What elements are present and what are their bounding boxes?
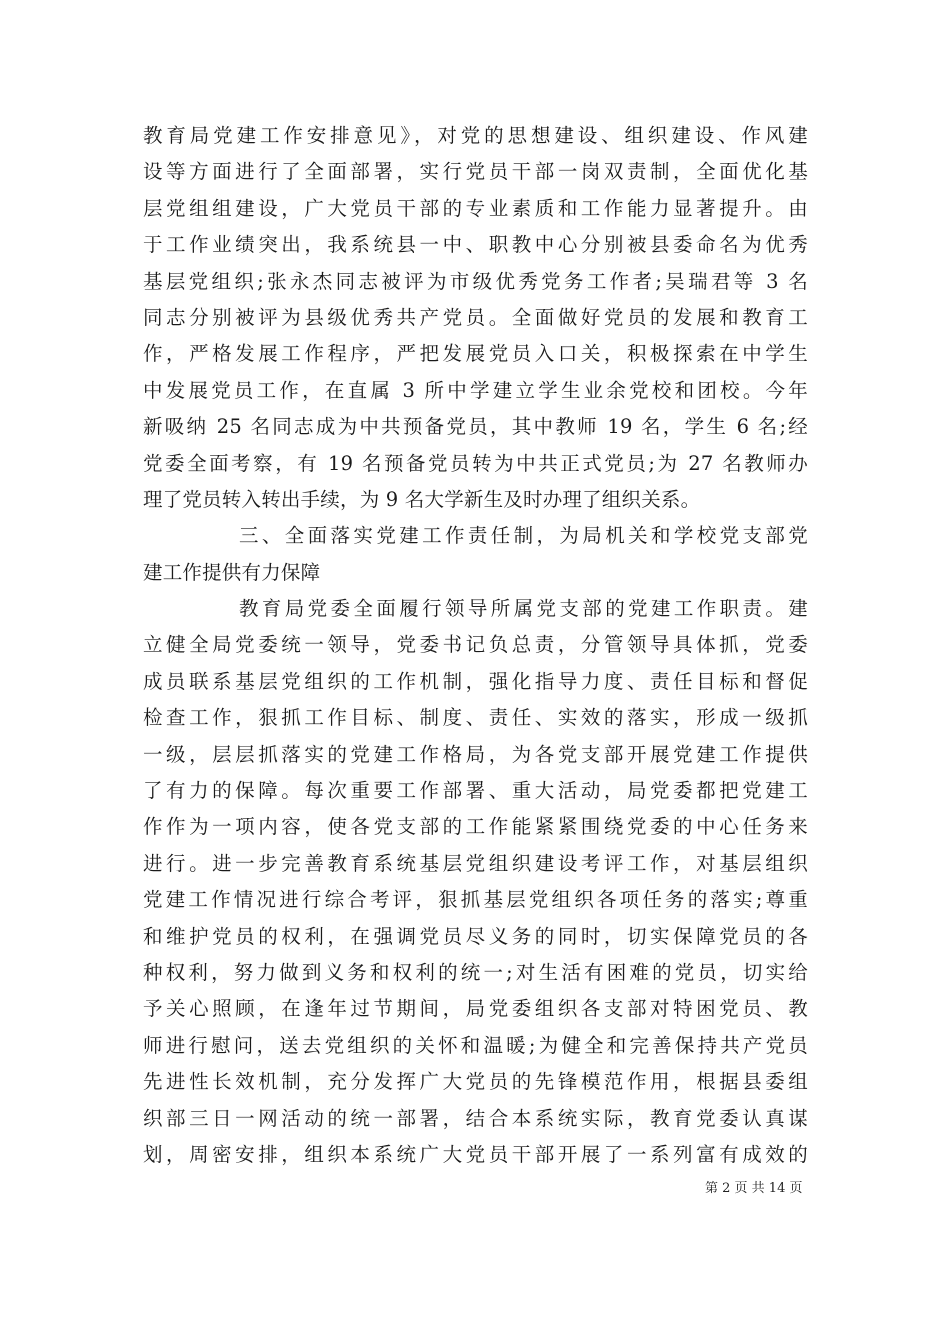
text-line: 理了党员转入转出手续，为 9 名大学新生及时办理了组织关系。 [143,487,701,511]
text-line: 教育局党委全面履行领导所属党支部的党建工作职责。建 [239,597,808,621]
text-line: 中发展党员工作，在直属 3 所中学建立学生业余党校和团校。今年 [143,378,808,402]
text-line: 新吸纳 25 名同志成为中共预备党员，其中教师 19 名，学生 6 名;经 [143,415,808,439]
text-line: 作作为一项内容，使各党支部的工作能紧紧围绕党委的中心任务来 [143,815,808,839]
text-line: 党委全面考察，有 19 名预备党员转为中共正式党员;为 27 名教师办 [143,451,808,475]
page-number: 第 2 页 共 14 页 [705,1181,803,1196]
text-line: 划，周密安排，组织本系统广大党员干部开展了一系列富有成效的 [143,1142,808,1166]
text-line: 基层党组织;张永杰同志被评为市级优秀党务工作者;吴瑞君等 3 名 [143,269,808,293]
section-heading-line: 建工作提供有力保障 [143,560,321,584]
body-text [143,118,808,1173]
text-line: 予关心照顾，在逢年过节期间，局党委组织各支部对特困党员、教 [143,997,808,1021]
text-line: 了有力的保障。每次重要工作部署、重大活动，局党委都把党建工 [143,779,808,803]
text-line: 设等方面进行了全面部署，实行党员干部一岗双责制，全面优化基 [143,160,808,184]
text-line: 同志分别被评为县级优秀共产党员。全面做好党员的发展和教育工 [143,305,808,329]
text-line: 于工作业绩突出，我系统县一中、职教中心分别被县委命名为优秀 [143,233,808,257]
text-line: 种权利，努力做到义务和权利的统一;对生活有困难的党员，切实给 [143,960,808,984]
text-line: 一级，层层抓落实的党建工作格局，为各党支部开展党建工作提供 [143,742,808,766]
text-line: 先进性长效机制，充分发挥广大党员的先锋模范作用，根据县委组 [143,1070,808,1094]
text-line: 进行。进一步完善教育系统基层党组织建设考评工作，对基层组织 [143,851,808,875]
section-heading-line: 三、全面落实党建工作责任制，为局机关和学校党支部党 [239,524,808,548]
text-line: 教育局党建工作安排意见》，对党的思想建设、组织建设、作风建 [143,124,808,147]
text-line: 作，严格发展工作程序，严把发展党员入口关，积极探索在中学生 [143,342,808,366]
text-line: 织部三日一网活动的统一部署，结合本系统实际，教育党委认真谋 [143,1106,808,1130]
text-line: 层党组组建设，广大党员干部的专业素质和工作能力显著提升。由 [143,196,808,220]
text-line: 师进行慰问，送去党组织的关怀和温暖;为健全和完善保持共产党员 [143,1033,808,1057]
text-line: 和维护党员的权利，在强调党员尽义务的同时，切实保障党员的各 [143,924,808,948]
text-line: 立健全局党委统一领导，党委书记负总责，分管领导具体抓，党委 [143,633,808,657]
text-line: 党建工作情况进行综合考评，狠抓基层党组织各项任务的落实;尊重 [143,888,808,912]
text-line: 成员联系基层党组织的工作机制，强化指导力度、责任目标和督促 [143,669,808,693]
text-line: 检查工作，狠抓工作目标、制度、责任、实效的落实，形成一级抓 [143,706,808,730]
